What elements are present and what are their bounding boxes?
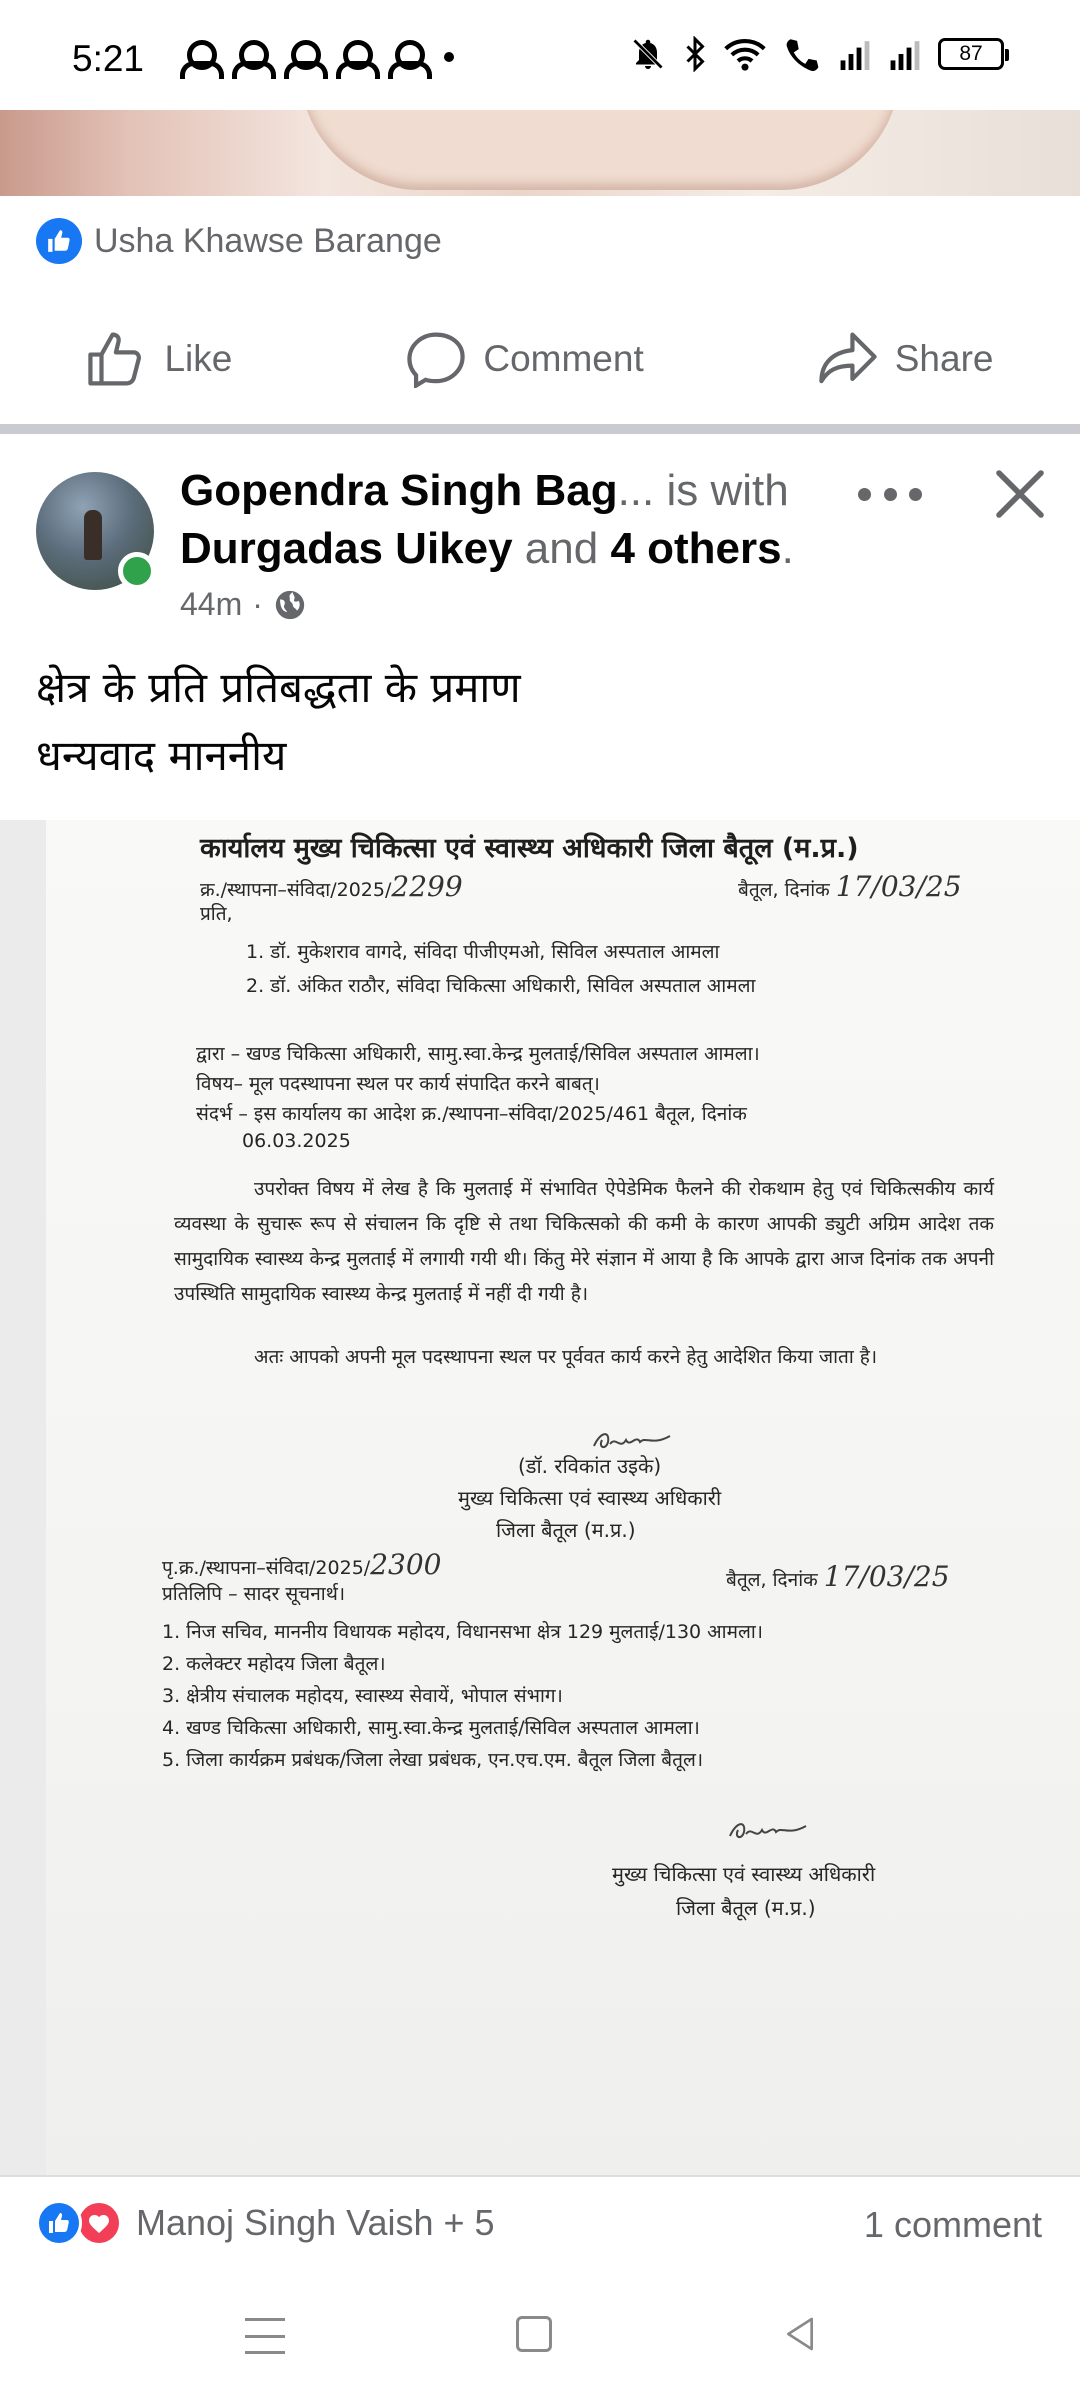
notification-icon	[178, 40, 216, 74]
comment-label: Comment	[483, 338, 644, 379]
mute-icon	[630, 36, 666, 72]
post-photo[interactable]	[0, 820, 1080, 2175]
reactor-name: Usha Khawse Barange	[94, 221, 442, 260]
signal-icon	[888, 38, 922, 70]
avatar-figure	[84, 510, 102, 560]
like-button[interactable]	[86, 330, 232, 388]
previous-post-image[interactable]	[0, 110, 1080, 196]
document-date	[738, 870, 962, 903]
signatory-title: मुख्य चिकित्सा एवं स्वास्थ्य अधिकारी	[612, 1862, 876, 1886]
more-options-button[interactable]	[858, 488, 922, 508]
previous-post-reactions[interactable]	[36, 218, 442, 264]
system-icons	[630, 36, 1004, 72]
signatory-place: जिला बैतूल (म.प्र.)	[676, 1896, 816, 1920]
notification-icon	[334, 40, 372, 74]
post-body	[36, 654, 1036, 790]
ref-text: क्र./स्थापना–संविदा/2025/	[200, 879, 392, 901]
online-status-indicator	[118, 552, 156, 590]
tagged-others[interactable]: 4 others	[610, 524, 782, 573]
like-reaction-icon	[36, 218, 82, 264]
cc-line: 3. क्षेत्रीय संचालक महोदय, स्वास्थ्य सेवायें, भोपाल संभाग।	[162, 1685, 563, 1707]
document-paragraph: अतः आपको अपनी मूल पदस्थापना स्थल पर पूर्ववत कार्य करने हेतु आदेशित किया जाता है।	[254, 1346, 878, 1368]
period: .	[781, 524, 794, 573]
more-dot	[858, 488, 871, 501]
subject-line: विषय– मूल पदस्थापना स्थल पर कार्य संपादित करने बाबत्।	[196, 1073, 600, 1095]
system-nav-bar	[0, 2280, 1080, 2400]
dot-icon	[444, 52, 454, 62]
document-prati: प्रति,	[200, 903, 233, 925]
back-icon[interactable]	[780, 2314, 820, 2354]
cc-line: 2. कलेक्टर महोदय जिला बैतूल।	[162, 1653, 386, 1675]
copy-ref-text: पृ.क्र./स्थापना–संविदा/2025/	[162, 1557, 371, 1579]
post-time[interactable]: 44m	[180, 586, 243, 622]
cc-line: 5. जिला कार्यक्रम प्रबंधक/जिला लेखा प्रबंधक, एन.एच.एम. बैतूल जिला बैतूल।	[162, 1749, 704, 1771]
signatory-name: (डॉ. रविकांत उइके)	[518, 1454, 662, 1478]
reference-line: संदर्भ – इस कार्यालय का आदेश क्र./स्थापना–संविदा/2025/461 बैतूल, दिनांक	[196, 1103, 747, 1125]
via-line: द्वारा – खण्ड चिकित्सा अधिकारी, सामु.स्वा.केन्द्र मुलताई/सिविल अस्पताल आमला।	[196, 1043, 760, 1065]
love-reaction-icon	[76, 2200, 122, 2246]
signature-icon	[722, 1810, 812, 1850]
share-label: Share	[894, 338, 994, 379]
call-icon	[782, 36, 822, 72]
author-name[interactable]: Gopendra Singh Bag	[180, 466, 618, 515]
cc-line: 1. निज सचिव, माननीय विधायक महोदय, विधानसभा क्षेत्र 129 मुलताई/130 आमला।	[162, 1621, 763, 1643]
status-bar	[0, 0, 1080, 110]
like-reaction-icon	[36, 2200, 82, 2246]
recipient-line: 1. डॉ. मुकेशराव वागदे, संविदा पीजीएमओ, सिविल अस्पताल आमला	[246, 941, 720, 963]
copy-ref	[162, 1548, 441, 1581]
close-icon[interactable]	[992, 466, 1048, 522]
document-ref	[200, 870, 463, 903]
post-body-line: धन्यवाद माननीय	[36, 731, 287, 780]
comment-button[interactable]	[405, 330, 643, 388]
more-dot	[884, 488, 897, 501]
signal-icon	[838, 38, 872, 70]
and-text: and	[512, 524, 611, 573]
post-meta	[180, 586, 307, 623]
document-title: कार्यालय मुख्य चिकित्सा एवं स्वास्थ्य अधिकारी जिला बैतूल (म.प्र.)	[200, 833, 859, 864]
feed-separator	[0, 424, 1080, 434]
thumbs-up-icon	[86, 330, 148, 388]
copy-date-label: बैतूल, दिनांक	[726, 1569, 818, 1591]
previous-post-action-bar	[0, 318, 1080, 400]
post-reactions[interactable]	[36, 2200, 495, 2246]
menu-icon[interactable]	[245, 2318, 285, 2354]
reactors-summary: Manoj Singh Vaish + 5	[136, 2202, 495, 2243]
notification-icon	[230, 40, 268, 74]
cc-line: 4. खण्ड चिकित्सा अधिकारी, सामु.स्वा.केन्द्र मुलताई/सिविल अस्पताल आमला।	[162, 1717, 700, 1739]
notification-icon	[282, 40, 320, 74]
date-label: बैतूल, दिनांक	[738, 879, 830, 901]
notification-icon	[386, 40, 424, 74]
meta-separator: ·	[252, 586, 263, 622]
bluetooth-icon	[682, 36, 708, 72]
post-header-text	[180, 462, 840, 578]
reference-date: 06.03.2025	[242, 1130, 351, 1152]
name-ellipsis: ...	[617, 466, 655, 515]
more-dot	[909, 488, 922, 501]
with-text: is with	[654, 466, 789, 515]
wifi-icon	[724, 36, 766, 72]
signatory-title: मुख्य चिकित्सा एवं स्वास्थ्य अधिकारी	[458, 1486, 722, 1510]
share-button[interactable]	[817, 330, 994, 388]
photo-detail	[300, 110, 900, 190]
copy-date	[726, 1560, 950, 1593]
signatory-place: जिला बैतूल (म.प्र.)	[496, 1518, 636, 1542]
recipient-line: 2. डॉ. अंकित राठौर, संविदा चिकित्सा अधिकारी, सिविल अस्पताल आमला	[246, 975, 756, 997]
ref-number: 2299	[391, 870, 463, 903]
tagged-person[interactable]: Durgadas Uikey	[180, 524, 513, 573]
share-icon	[817, 330, 879, 388]
comment-count[interactable]: 1 comment	[863, 2204, 1042, 2245]
globe-icon	[273, 588, 307, 622]
notification-icons	[178, 40, 454, 74]
document-paragraph: उपरोक्त विषय में लेख है कि मुलताई में संभावित ऐपेडेमिक फैलने की रोकथाम हेतु एवं चिकित्सकीय कार्य व्यवस्था के सुचारू रूप से संचालन कि दृष्टि से तथा चिकित्सको की कमी के कारण आपकी ड्युटी अग्रिम आदेश तक सामुदायिक स्वास्थ्य केन्द्र मुलताई में लगायी गयी थी। किंतु मेरे संज्ञान में आया है कि आपके द्वारा आज दिनांक तक अपनी उपस्थिति सामुदायिक स्वास्थ्य केन्द्र मुलताई में नहीं दी गयी है।	[174, 1178, 994, 1305]
status-time: 5:21	[72, 38, 145, 79]
post-body-line: क्षेत्र के प्रति प्रतिबद्धता के प्रमाण	[36, 663, 521, 712]
like-label: Like	[164, 338, 233, 379]
battery-icon: 87	[938, 38, 1004, 70]
date-value: 17/03/25	[835, 870, 962, 903]
copy-label: प्रतिलिपि – सादर सूचनार्थ।	[162, 1583, 346, 1605]
footer-divider	[0, 2175, 1080, 2177]
comment-icon	[405, 330, 467, 388]
document-paper	[46, 820, 1080, 2175]
copy-ref-number: 2300	[370, 1548, 442, 1581]
home-icon[interactable]	[516, 2316, 552, 2352]
copy-date-value: 17/03/25	[823, 1560, 950, 1593]
